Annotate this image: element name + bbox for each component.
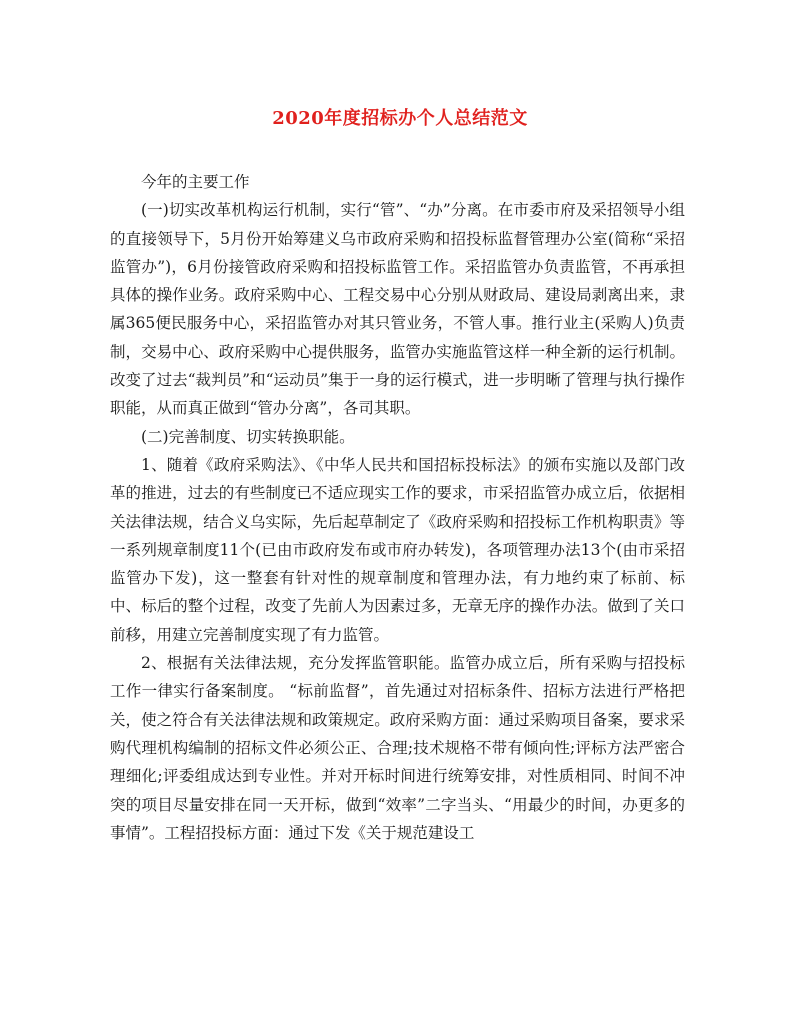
document-body — [110, 168, 685, 847]
document-title: 2020年度招标办个人总结范文 — [272, 108, 528, 129]
paragraph-regulations: 1、随着《政府采购法》、《中华人民共和国招标投标法》的颁布实施以及部门改革的推进，过去的有些制度已不适应现实工作的要求，市采招监管办成立后，依据相关法律法规，结合义乌实际，先后起草制定了《政府采购和招投标工作机构职责》等一系列规章制度11个(已由市政府发布或市府办转发)，各项管理办法13个(由市采招监管办下发)，这一整套有针对性的规章制度和管理办法，有力地约束了标前、标中、标后的整个过程，改变了先前人为因素过多，无章无序的操作办法。做到了关口前移，用建立完善制度实现了有力监管。 — [110, 455, 685, 644]
section-heading-improve-system: (二)完善制度、切实转换职能。 — [141, 427, 355, 446]
section-heading-main-work: 今年的主要工作 — [141, 173, 250, 191]
paragraph-supervision: 2、根据有关法律法规，充分发挥监管职能。监管办成立后，所有采购与招投标工作一律实行备案制度。 “标前监督”，首先通过对招标条件、招标方法进行严格把关，使之符合有关法律法规和政策规定。政府采购方面：通过采购项目备案，要求采购代理机构编制的招标文件必须公正、合理;技术规格不带有倾向性;评标方法严密合理细化;评委组成达到专业性。并对开标时间进行统筹安排，对性质相同、时间不冲突的项目尽量安排在同一天开标，做到“效率”二字当头、“用最少的时间，办更多的事情”。工程招投标方面：通过下发《关于规范建设工 — [110, 654, 685, 842]
paragraph-reform-mechanism: (一)切实改革机构运行机制，实行“管”、“办”分离。在市委市府及采招领导小组的直接领导下，5月份开始筹建义乌市政府采购和招投标监督管理办公室(简称“采招监管办”)，6月份接管政府采购和招投标监管工作。采招监管办负责监管，不再承担具体的操作业务。政府采购中心、工程交易中心分别从财政局、建设局剥离出来，隶属365便民服务中心，采招监管办对其只管业务，不管人事。推行业主(采购人)负责制，交易中心、政府采购中心提供服务，监管办实施监管这样一种全新的运行机制。改变了过去“裁判员”和“运动员”集于一身的运行模式，进一步明晰了管理与执行操作职能，从而真正做到“管办分离”，各司其职。 — [110, 201, 685, 418]
